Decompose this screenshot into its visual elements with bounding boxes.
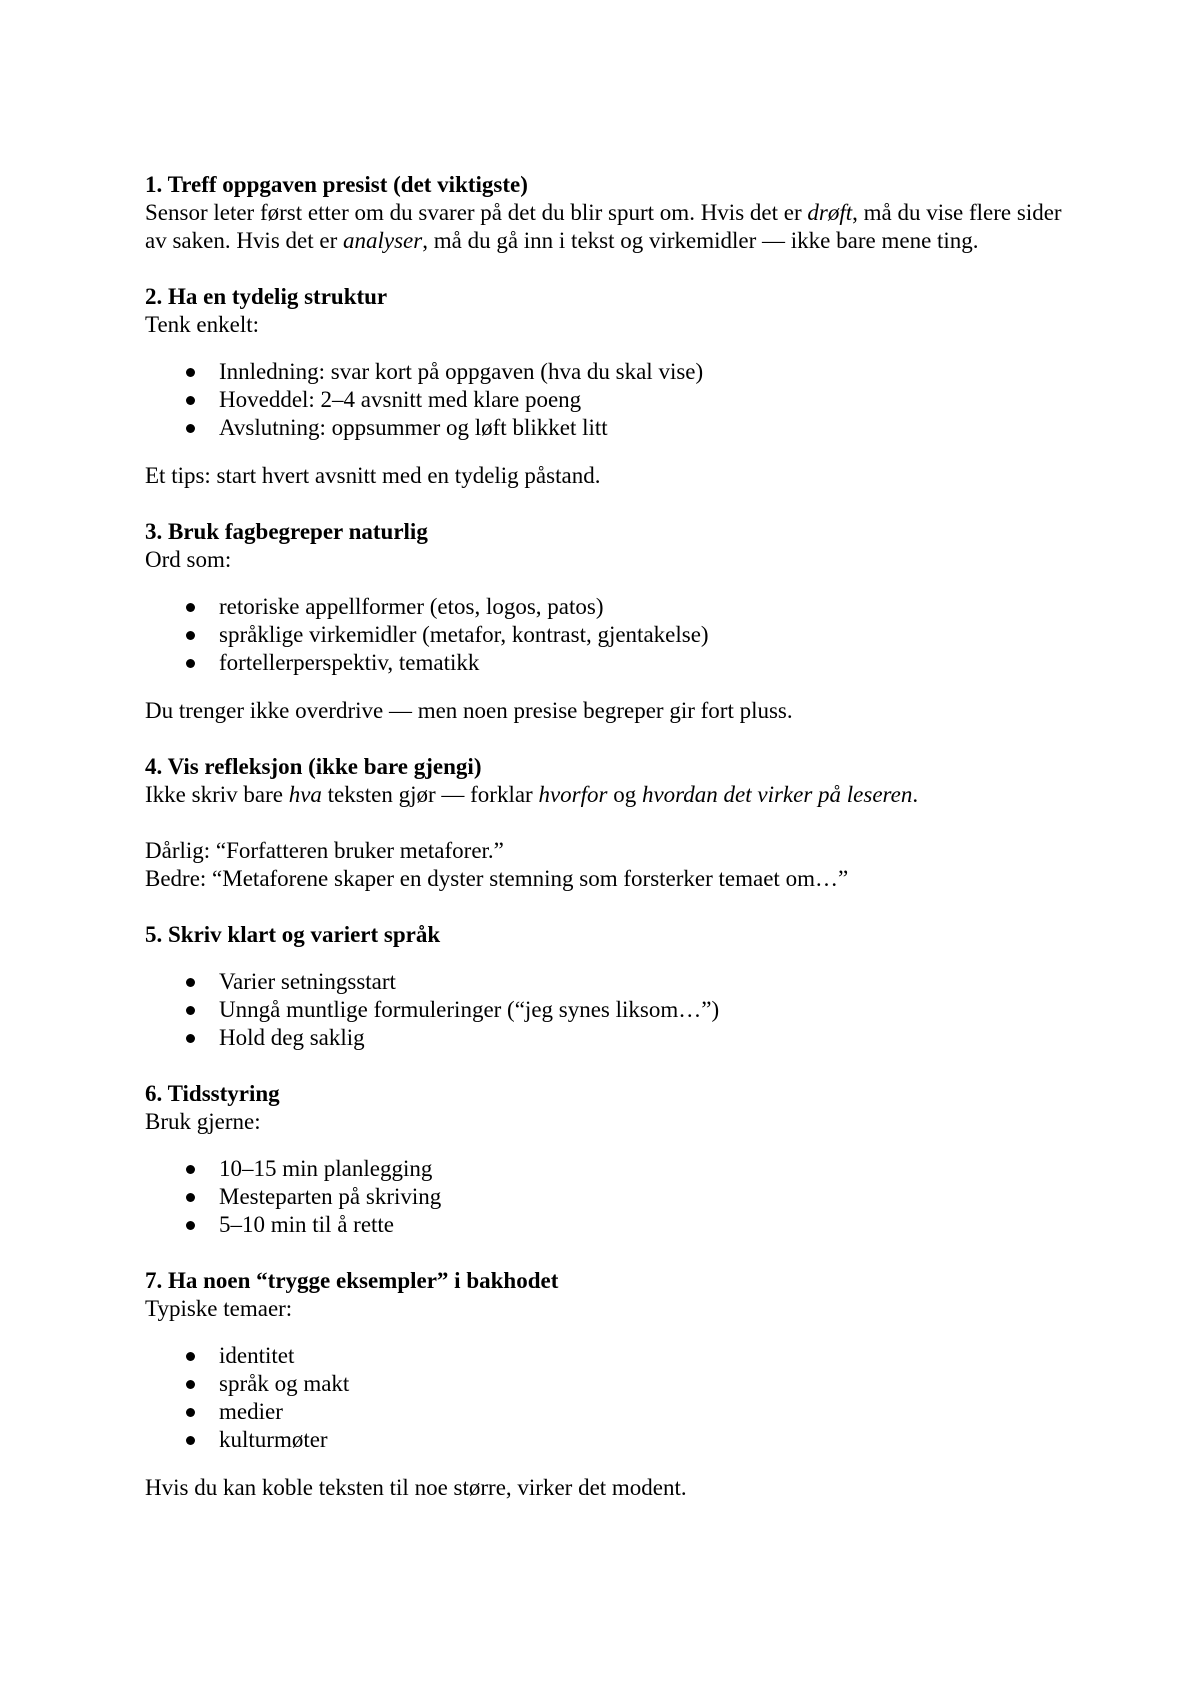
section-heading: 3. Bruk fagbegreper naturlig xyxy=(145,519,428,544)
bullet-icon xyxy=(186,659,195,668)
bullet-icon xyxy=(186,368,195,377)
list-item xyxy=(145,1183,1065,1211)
list-item-text: Varier setningsstart xyxy=(219,969,396,994)
bullet-icon xyxy=(186,1193,195,1202)
italic-term: drøft xyxy=(807,200,853,225)
section-heading: 2. Ha en tydelig struktur xyxy=(145,284,388,309)
text-run: og xyxy=(607,782,642,807)
bullet-icon xyxy=(186,978,195,987)
list-item-text: språk og makt xyxy=(219,1371,350,1396)
bullet-icon xyxy=(186,1034,195,1043)
section-intro: Ord som: xyxy=(145,547,232,572)
list-item-text: Unngå muntlige formuleringer (“jeg synes liksom…”) xyxy=(219,997,720,1022)
bullet-icon xyxy=(186,1165,195,1174)
bullet-icon xyxy=(186,603,195,612)
list-item-text: 10–15 min planlegging xyxy=(219,1156,433,1181)
list-item xyxy=(145,968,1065,996)
list-item xyxy=(145,1370,1065,1398)
list-item xyxy=(145,1024,1065,1052)
bullet-icon xyxy=(186,1380,195,1389)
section-4 xyxy=(145,753,1065,893)
section-heading: 1. Treff oppgaven presist (det viktigste) xyxy=(145,172,528,197)
list-item-text: retoriske appellformer (etos, logos, patos) xyxy=(219,594,604,619)
section-paragraph xyxy=(145,781,1065,809)
bullet-icon xyxy=(186,424,195,433)
section-1 xyxy=(145,171,1065,255)
text-run: teksten gjør — forklar xyxy=(321,782,539,807)
list-item-text: fortellerperspektiv, tematikk xyxy=(219,650,480,675)
section-heading: 4. Vis refleksjon (ikke bare gjengi) xyxy=(145,754,482,779)
list-item-text: Avslutning: oppsummer og løft blikket litt xyxy=(219,415,608,440)
italic-term: hvorfor xyxy=(538,782,608,807)
section-note: Et tips: start hvert avsnitt med en tydelig påstand. xyxy=(145,463,601,488)
bullet-list xyxy=(145,1342,1065,1454)
list-item xyxy=(145,1211,1065,1239)
italic-term: hva xyxy=(288,782,322,807)
bullet-icon xyxy=(186,631,195,640)
italic-term: analyser xyxy=(343,228,423,253)
text-run: , må du gå inn i tekst og virkemidler — ikke bare mene ting. xyxy=(422,228,979,253)
list-item xyxy=(145,1155,1065,1183)
bullet-list xyxy=(145,968,1065,1052)
list-item-text: medier xyxy=(219,1399,283,1424)
section-note: Du trenger ikke overdrive — men noen presise begreper gir fort pluss. xyxy=(145,698,793,723)
section-3 xyxy=(145,518,1065,725)
text-run: Ikke skriv bare xyxy=(145,782,289,807)
section-7 xyxy=(145,1267,1065,1502)
text-run: Sensor leter først etter om du svarer på det du blir spurt om. Hvis det er xyxy=(145,200,808,225)
list-item xyxy=(145,593,1065,621)
bullet-list xyxy=(145,1155,1065,1239)
text-run: , må du vise flere sider av saken. Hvis det er xyxy=(145,200,1062,253)
list-item xyxy=(145,649,1065,677)
italic-term: hvordan det virker på leseren xyxy=(641,782,913,807)
list-item-text: Mesteparten på skriving xyxy=(219,1184,442,1209)
list-item xyxy=(145,358,1065,386)
bullet-list xyxy=(145,593,1065,677)
section-note: Hvis du kan koble teksten til noe større, virker det modent. xyxy=(145,1475,687,1500)
bullet-icon xyxy=(186,1352,195,1361)
section-2 xyxy=(145,283,1065,490)
bullet-icon xyxy=(186,1006,195,1015)
list-item xyxy=(145,1398,1065,1426)
document-page xyxy=(145,171,1065,1530)
section-heading: 5. Skriv klart og variert språk xyxy=(145,922,441,947)
bullet-list xyxy=(145,358,1065,442)
bullet-icon xyxy=(186,396,195,405)
section-intro: Typiske temaer: xyxy=(145,1296,293,1321)
section-6 xyxy=(145,1080,1065,1239)
bullet-icon xyxy=(186,1221,195,1230)
section-intro: Bruk gjerne: xyxy=(145,1109,261,1134)
list-item-text: språklige virkemidler (metafor, kontrast, gjentakelse) xyxy=(219,622,709,647)
list-item xyxy=(145,414,1065,442)
list-item-text: Innledning: svar kort på oppgaven (hva du skal vise) xyxy=(219,359,704,384)
section-5 xyxy=(145,921,1065,1052)
list-item xyxy=(145,621,1065,649)
bad-example: Dårlig: “Forfatteren bruker metaforer.” xyxy=(145,838,504,863)
better-example: Bedre: “Metaforene skaper en dyster stemning som forsterker temaet om…” xyxy=(145,866,849,891)
list-item xyxy=(145,1426,1065,1454)
list-item xyxy=(145,996,1065,1024)
list-item-text: Hold deg saklig xyxy=(219,1025,365,1050)
section-heading: 6. Tidsstyring xyxy=(145,1081,280,1106)
text-run: . xyxy=(912,782,919,807)
list-item xyxy=(145,386,1065,414)
list-item-text: Hoveddel: 2–4 avsnitt med klare poeng xyxy=(219,387,582,412)
list-item-text: kulturmøter xyxy=(219,1427,328,1452)
section-paragraph xyxy=(145,199,1065,255)
bullet-icon xyxy=(186,1436,195,1445)
section-heading: 7. Ha noen “trygge eksempler” i bakhodet xyxy=(145,1268,559,1293)
list-item-text: 5–10 min til å rette xyxy=(219,1212,395,1237)
list-item xyxy=(145,1342,1065,1370)
bullet-icon xyxy=(186,1408,195,1417)
list-item-text: identitet xyxy=(219,1343,295,1368)
section-intro: Tenk enkelt: xyxy=(145,312,259,337)
